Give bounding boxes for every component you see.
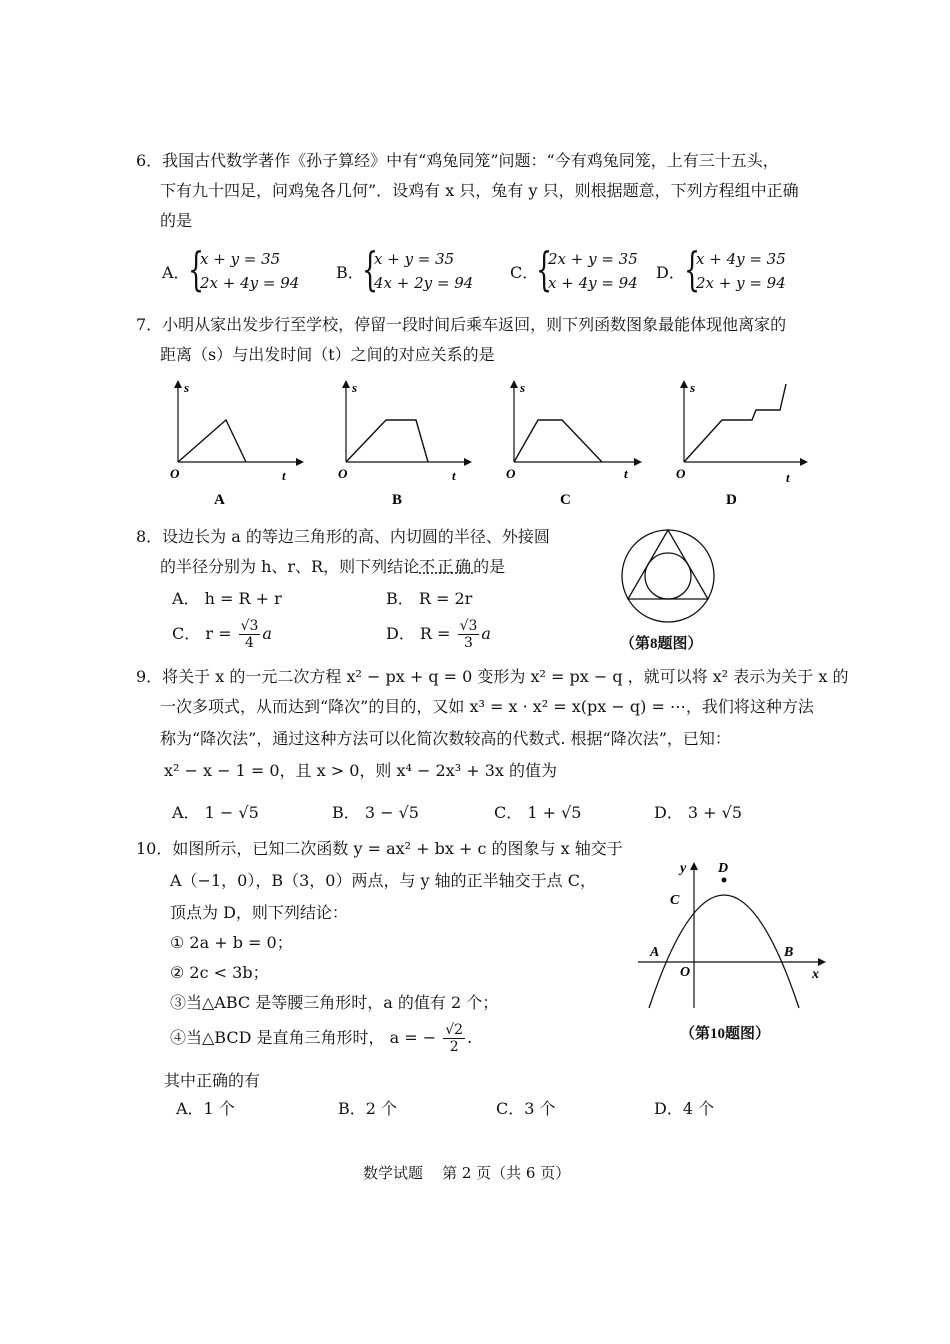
vertex-point (722, 878, 727, 883)
q10-caption: （第10题图） (680, 1026, 771, 1042)
q8-option-a[interactable]: A． h = R + r (172, 589, 282, 608)
point-c-label: C (670, 893, 680, 908)
q10-line3: 顶点为 D，则下列结论： (170, 903, 348, 922)
q6-line1: 6．我国古代数学著作《孙子算经》中有“鸡兔同笼”问题：“今有鸡兔同笼，上有三十五头， (136, 151, 779, 170)
q6-option-c-brace: { (536, 242, 553, 296)
incircle (645, 553, 691, 599)
q6-option-b-label: B． (336, 263, 364, 282)
q7-line1: 7．小明从家出发步行至学校，停留一段时间后乘车返回，则下列函数图象最能体现他离家的 (136, 315, 787, 334)
point-a-label: A (650, 945, 660, 960)
q6-line2: 下有九十四足，问鸡兔各几何”．设鸡有 x 只，兔有 y 只，则根据题意，下列方程组中正确 (160, 181, 799, 200)
q8-emphasis: 不正确 (419, 557, 474, 576)
t-label: t (452, 468, 456, 483)
q6-option-c-label: C． (510, 263, 539, 282)
q6-option-a-brace: { (188, 242, 205, 296)
q10-line-end: 其中正确的有 (164, 1071, 261, 1090)
q8-option-d[interactable]: D． R = $\frac{√3}{3}$ a (386, 618, 491, 651)
s-label: s (184, 380, 190, 395)
q9-option-b[interactable]: B． 3 − √5 (332, 803, 419, 822)
q10-option-c[interactable]: C．3 个 (496, 1099, 556, 1118)
q6-option-b-eq2: 4x + 2y = 94 (374, 274, 474, 292)
q8-line2 (160, 552, 505, 582)
q9-option-a[interactable]: A． 1 − √5 (172, 803, 259, 822)
q6-option-a-eq2: 2x + 4y = 94 (200, 274, 300, 292)
q10-conclusion-3: ③当△ABC 是等腰三角形时，a 的值有 2 个； (170, 993, 499, 1012)
q8-line1: 8．设边长为 a 的等边三角形的高、内切圆的半径、外接圆 (136, 527, 550, 546)
q6-option-a-eq1: x + y = 35 (200, 250, 281, 268)
q7-graph-b[interactable] (332, 378, 472, 508)
q8-line2-a: 的半径分别为 h、r、R，则下列结论 (160, 557, 420, 576)
q9-line2: 一次多项式，从而达到“降次”的目的，又如 x³ = x · x² = x(px − q) = ⋯，我们将这种方法 (160, 697, 814, 716)
q6-option-c-eq1: 2x + y = 35 (548, 250, 638, 268)
q6-option-d-eq1: x + 4y = 35 (696, 250, 786, 268)
parabola (649, 895, 799, 1008)
q6-option-d-brace: { (684, 242, 701, 296)
point-b-label: B (784, 945, 794, 960)
q8-option-d-pre: D． R = (386, 624, 451, 643)
t-label: t (624, 466, 628, 481)
y-axis-arrow-icon (680, 380, 688, 388)
graph-label: A (214, 492, 225, 508)
q6-option-c-eq2: x + 4y = 94 (548, 274, 638, 292)
x-axis-arrow-icon (296, 458, 304, 466)
triangle (628, 530, 708, 599)
q9-option-d[interactable]: D． 3 + √5 (654, 803, 743, 822)
graph-line (346, 420, 428, 462)
q8-option-c-frac: $\frac{√3}{4}$ (240, 618, 259, 651)
q6-option-d-eq2: 2x + y = 94 (696, 274, 786, 292)
page-footer: 数学试题 第 2 页（共 6 页） (363, 1164, 571, 1182)
q10-c4-frac: $\frac{√2}{2}$ (445, 1022, 464, 1055)
q7-graph-d[interactable] (670, 378, 810, 508)
q7-graph-a[interactable] (164, 378, 304, 508)
graph-line (684, 384, 786, 462)
x-axis-arrow-icon (800, 458, 808, 466)
point-d-label: D (718, 861, 729, 876)
origin-label: O (170, 466, 180, 481)
graph-label: D (726, 492, 737, 508)
q8-option-b[interactable]: B． R = 2r (386, 589, 473, 608)
q7-graph-c[interactable] (500, 378, 645, 508)
q10-conclusion-4: ④当△BCD 是直角三角形时， a = − $\frac{√2}{2}$ . (170, 1022, 473, 1055)
q10-conclusion-1: ① 2a + b = 0； (170, 933, 293, 952)
y-axis-arrow-icon (174, 380, 182, 388)
q10-line2: A（−1，0），B（3，0）两点，与 y 轴的正半轴交于点 C， (170, 871, 596, 890)
graph-line (514, 420, 602, 462)
t-label: t (786, 470, 790, 485)
graph-label: B (392, 492, 403, 508)
q6-option-d-label: D． (656, 263, 685, 282)
q6-option-b-brace: { (362, 242, 379, 296)
circumcircle (622, 530, 714, 622)
q8-line2-c: 的是 (473, 557, 506, 576)
q6-option-a-label: A． (162, 263, 190, 282)
origin-label: O (680, 965, 691, 980)
y-axis-arrow-icon (342, 380, 350, 388)
q9-option-c[interactable]: C． 1 + √5 (494, 803, 582, 822)
origin-label: O (338, 466, 348, 481)
q10-line1: 10．如图所示，已知二次函数 y = ax² + bx + c 的图象与 x 轴交于 (136, 839, 623, 858)
x-axis-arrow-icon (818, 958, 826, 966)
q8-caption: （第8题图） (620, 636, 703, 652)
y-axis-arrow-icon (510, 380, 518, 388)
q8-figure (618, 522, 718, 626)
q10-conclusion-2: ② 2c < 3b； (170, 963, 269, 982)
graph-label: C (560, 492, 571, 508)
graph-line (178, 420, 246, 462)
t-label: t (282, 468, 286, 483)
q7-line2: 距离（s）与出发时间（t）之间的对应关系的是 (160, 345, 495, 364)
q6-line3: 的是 (160, 211, 193, 230)
q9-line4: x² − x − 1 = 0，且 x > 0，则 x⁴ − 2x³ + 3x 的值为 (164, 761, 558, 780)
origin-label: O (506, 466, 516, 481)
x-axis-arrow-icon (464, 458, 472, 466)
y-label: y (680, 861, 687, 876)
q10-option-d[interactable]: D．4 个 (654, 1099, 715, 1118)
q10-option-a[interactable]: A．1 个 (176, 1099, 235, 1118)
q9-line3: 称为“降次法”，通过这种方法可以化简次数较高的代数式. 根据“降次法”，已知： (160, 729, 731, 748)
x-axis-arrow-icon (634, 458, 642, 466)
q6-option-b-eq1: x + y = 35 (374, 250, 455, 268)
x-label: x (812, 967, 819, 982)
s-label: s (352, 380, 358, 395)
q8-option-c-pre: C． r = (172, 624, 232, 643)
q10-option-b[interactable]: B．2 个 (338, 1099, 398, 1118)
q9-line1: 9．将关于 x 的一元二次方程 x² − px + q = 0 变形为 x² = px − q ，就可以将 x² 表示为关于 x 的 (136, 667, 849, 686)
q8-option-d-frac: $\frac{√3}{3}$ (459, 618, 478, 651)
s-label: s (690, 380, 696, 395)
s-label: s (520, 380, 526, 395)
origin-label: O (676, 466, 686, 481)
y-axis-arrow-icon (690, 862, 698, 870)
q10-figure (632, 852, 832, 1012)
q8-option-c[interactable]: C． r = $\frac{√3}{4}$ a (172, 618, 272, 651)
